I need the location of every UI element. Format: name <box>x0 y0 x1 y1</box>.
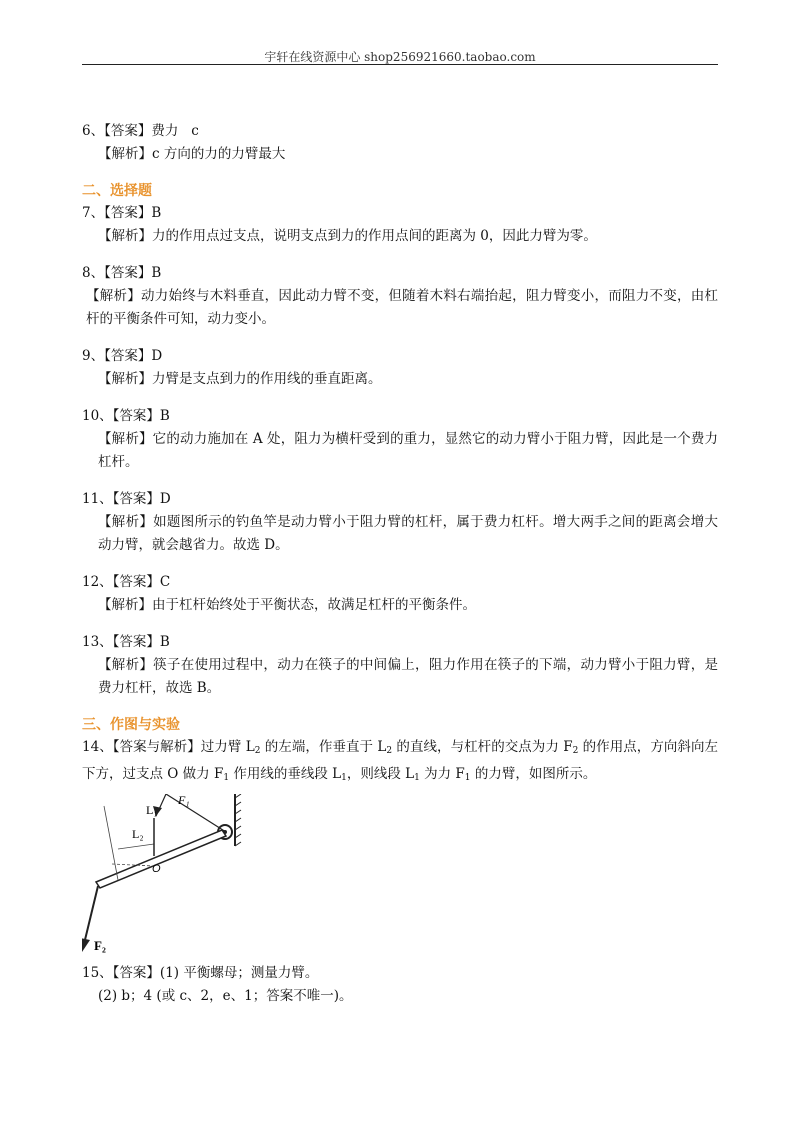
l2-line <box>118 844 154 849</box>
answer-line-2: (2) b；4 (或 c、2，e、1；答案不唯一)。 <box>98 988 353 1004</box>
analysis-line: 【解析】如题图所示的钓鱼竿是动力臂小于阻力臂的杠杆，属于费力杠杆。增大两手之间的距离会增大动力臂，就会越省力。故选 D。 <box>98 514 718 553</box>
question-15 <box>82 962 718 1008</box>
analysis-line: 【解析】筷子在使用过程中，动力在筷子的中间偏上，阻力作用在筷子的下端，动力臂小于阻力臂，是费力杠杆，故选 B。 <box>98 657 718 696</box>
text-part: ，则线段 L <box>346 766 415 782</box>
subscript: 1 <box>414 773 420 783</box>
question-13 <box>82 631 718 700</box>
text-part: 14、【答案与解析】过力臂 L <box>82 739 255 755</box>
analysis-line: 【解析】c 方向的力的力臂最大 <box>98 146 286 162</box>
text-part: 的左端，作垂直于 L <box>260 739 387 755</box>
answer-line: 13、【答案】B <box>82 634 170 650</box>
answer-line: 15、【答案】(1) 平衡螺母；测量力臂。 <box>82 965 319 981</box>
question-7 <box>82 202 718 248</box>
subscript: 2 <box>386 746 393 756</box>
analysis-line: 【解析】动力始终与木料垂直，因此动力臂不变，但随着木料右端抬起，阻力臂变小，而阻力不变，由杠杆的平衡条件可知，动力变小。 <box>86 288 718 327</box>
f2-line <box>84 886 98 944</box>
subscript: 1 <box>341 773 347 783</box>
f2-arrowhead-icon <box>82 938 90 952</box>
question-6 <box>82 120 718 166</box>
label-f1: F₁ <box>178 794 190 807</box>
label-l2: L₂ <box>132 827 144 841</box>
answer-analysis-line <box>82 736 718 790</box>
label-l1: L₁ <box>146 803 158 817</box>
text-part: 作用线的垂线段 L <box>229 766 342 782</box>
subscript: 1 <box>464 773 471 783</box>
text-part: 为力 F <box>419 766 465 782</box>
answer-line: 8、【答案】B <box>82 265 162 281</box>
analysis-line: 【解析】由于杠杆始终处于平衡状态，故满足杠杆的平衡条件。 <box>98 597 476 613</box>
text-part: 的直线，与杠杆的交点为力 F <box>392 739 573 755</box>
lever-diagram <box>82 794 282 954</box>
lever-diagram-svg <box>82 794 282 954</box>
answer-line: 6、【答案】费力 c <box>82 123 199 139</box>
answer-line: 12、【答案】C <box>82 574 171 590</box>
section-heading-choice: 二、选择题 <box>82 183 152 199</box>
document-body <box>82 120 718 1022</box>
answer-line: 11、【答案】D <box>82 491 171 507</box>
lever-bar <box>96 830 226 888</box>
question-8 <box>82 262 718 331</box>
subscript: 2 <box>572 746 579 756</box>
subscript: 1 <box>223 773 230 783</box>
f1-line <box>166 794 226 832</box>
question-9 <box>82 345 718 391</box>
section-heading-drawing: 三、作图与实验 <box>82 717 180 733</box>
question-12 <box>82 571 718 617</box>
answer-line: 7、【答案】B <box>82 205 162 221</box>
question-10 <box>82 405 718 474</box>
l2-guide-line <box>104 806 118 880</box>
label-o: O <box>152 863 161 875</box>
label-f2: F₂ <box>94 938 106 953</box>
text-part: 的作用点，方向斜向左下方，过支点 O 做力 F <box>82 739 718 782</box>
answer-line: 10、【答案】B <box>82 408 170 424</box>
analysis-line: 【解析】它的动力施加在 A 处，阻力为横杆受到的重力，显然它的动力臂小于阻力臂，因此是一个费力杠杆。 <box>98 431 718 470</box>
question-11 <box>82 488 718 557</box>
subscript: 2 <box>254 746 261 756</box>
analysis-line: 【解析】力的作用点过支点，说明支点到力的作用点间的距离为 0，因此力臂为零。 <box>98 228 597 244</box>
page-header: 宇轩在线资源中心 shop256921660.taobao.com <box>264 50 536 64</box>
question-14 <box>82 736 718 790</box>
analysis-line: 【解析】力臂是支点到力的作用线的垂直距离。 <box>98 371 382 387</box>
answer-line: 9、【答案】D <box>82 348 163 364</box>
header-rule <box>82 64 718 65</box>
text-part: 的力臂，如图所示。 <box>470 766 597 782</box>
